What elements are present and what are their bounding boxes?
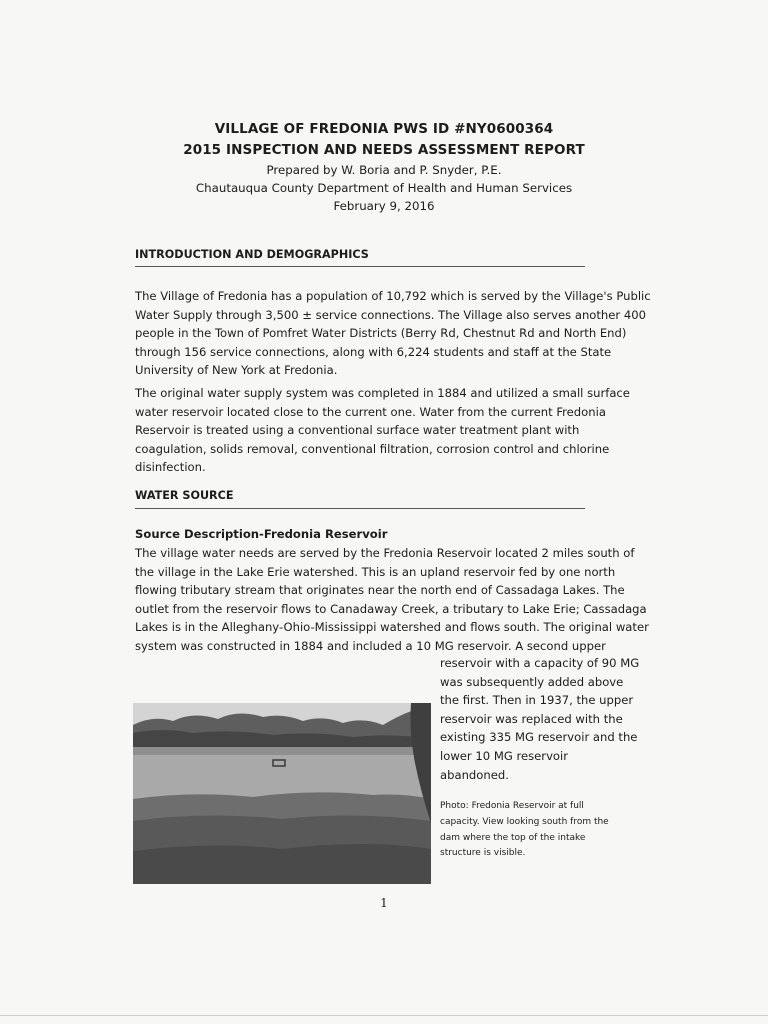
intro-paragraph-2: The original water supply system was completed in 1884 and utilized a small surface water reservoir located close to the current one. Water from the current Fredonia Reservoir is treated using a conventional surface water treatment plant with coagulation, solids removal, conventional filtration, corrosion control and chlorine disinfection.	[135, 386, 630, 475]
report-title-line1: VILLAGE OF FREDONIA PWS ID #NY0600364	[214, 121, 554, 137]
report-date: February 9, 2016	[333, 199, 435, 213]
scan-edge-line	[0, 1015, 768, 1016]
source-description-paragraph: The village water needs are served by the Fredonia Reservoir located 2 miles south of the village in the Lake Erie watershed. This is an upland reservoir fed by one north flowing tributary stream that originates near the north end of Cassadaga Lakes. The outlet from the reservoir flows to Canadaway Creek, a tributary to Lake Erie; Cassadaga Lakes is in the Alleghany-Ohio-Mississippi watershed and flows south. The original water system was constructed in 1884 and included a 10 MG reservoir. A second upper	[135, 546, 649, 653]
intro-rule	[135, 266, 585, 267]
water-source-rule	[135, 508, 585, 509]
intro-paragraph-1: The Village of Fredonia has a population of 10,792 which is served by the Village's Public Water Supply through 3,500 ± service connections. The Village also serves another 400 people in the Town of Pomfret Water Districts (Berry Rd, Chestnut Rd and North End) through 156 service connections, along with 6,224 students and staff at the State University of New York at Fredonia.	[135, 289, 651, 378]
photo-caption: Photo: Fredonia Reservoir at full capacity. View looking south from the dam where the top of the intake structure is visible.	[440, 801, 609, 859]
source-description-subheading: Source Description-Fredonia Reservoir	[135, 527, 388, 541]
report-title-line2: 2015 INSPECTION AND NEEDS ASSESSMENT REPORT	[183, 142, 585, 158]
reservoir-photo	[133, 703, 431, 884]
prepared-by: Prepared by W. Boria and P. Snyder, P.E.	[266, 163, 502, 177]
department: Chautauqua County Department of Health and Human Services	[195, 181, 573, 195]
intro-heading: INTRODUCTION AND DEMOGRAPHICS	[135, 248, 369, 261]
water-source-heading: WATER SOURCE	[135, 489, 234, 502]
reservoir-history-text: reservoir with a capacity of 90 MG was subsequently added above the first. Then in 1937, the upper reservoir was replaced with the existing 335 MG reservoir and the lower 10 MG reservoir abandoned.	[440, 656, 640, 782]
page-number: 1	[380, 896, 388, 910]
